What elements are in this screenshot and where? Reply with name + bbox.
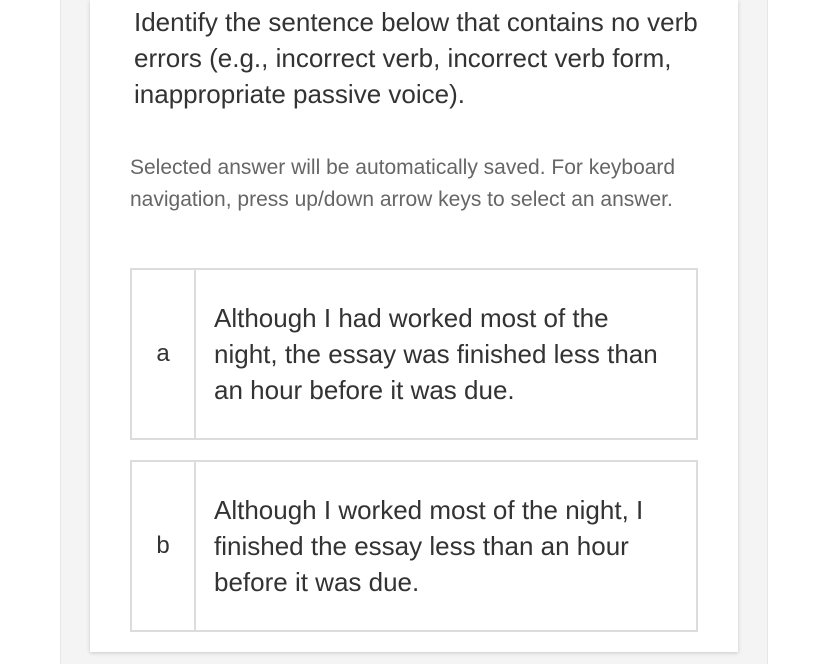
answer-instructions: Selected answer will be automatically saved. For keyboard navigation, press up/down arrow keys to select an answer. xyxy=(130,156,676,211)
option-letter: b xyxy=(132,462,196,630)
question-prompt: Identify the sentence below that contains no verb errors (e.g., incorrect verb, incorrect verb form, inappropriate passive voice). xyxy=(134,7,698,109)
option-text: Although I worked most of the night, I finished the essay less than an hour before it was due. xyxy=(214,495,644,597)
option-letter: a xyxy=(132,270,196,438)
answer-option-a[interactable] xyxy=(130,268,698,440)
option-text: Although I had worked most of the night, the essay was finished less than an hour before it was due. xyxy=(214,303,658,405)
answer-option-b[interactable] xyxy=(130,460,698,632)
